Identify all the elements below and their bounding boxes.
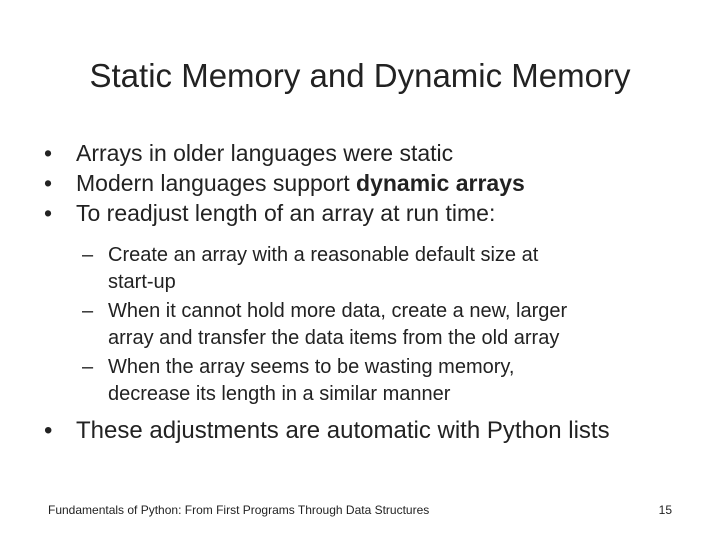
footer-text: Fundamentals of Python: From First Programs Through Data Structures bbox=[48, 503, 430, 517]
sub-bullet-text-continued: start-up bbox=[108, 271, 176, 293]
bullet-item bbox=[0, 416, 720, 446]
page-number: 15 bbox=[658, 503, 672, 517]
bullet-item bbox=[0, 138, 720, 168]
sub-bullet-marker: – bbox=[82, 356, 94, 378]
bullet-item bbox=[0, 168, 720, 198]
sub-bullet-item bbox=[0, 296, 688, 352]
bullet-text: Modern languages support bbox=[76, 170, 357, 196]
sub-bullet-marker: – bbox=[82, 300, 94, 322]
bullet-text: These adjustments are automatic with Python lists bbox=[76, 417, 610, 444]
sub-bullet-text-continued: array and transfer the data items from the old array bbox=[108, 327, 560, 349]
sub-bullet-item bbox=[0, 352, 688, 408]
sub-bullet-text-continued: decrease its length in a similar manner bbox=[108, 383, 451, 405]
bullet-list bbox=[0, 138, 720, 446]
sub-bullet-item bbox=[0, 240, 688, 296]
bullet-marker: • bbox=[44, 140, 53, 166]
sub-bullet-text: When the array seems to be wasting memory, bbox=[108, 356, 515, 378]
bullet-item bbox=[0, 198, 720, 228]
sub-bullet-text: Create an array with a reasonable default size at bbox=[108, 244, 539, 266]
bullet-marker: • bbox=[44, 200, 53, 226]
bullet-marker: • bbox=[44, 417, 53, 444]
slide-title: Static Memory and Dynamic Memory bbox=[89, 57, 631, 94]
sub-bullet-marker: – bbox=[82, 244, 94, 266]
sub-bullet-list bbox=[0, 240, 720, 408]
sub-bullet-text: When it cannot hold more data, create a new, larger bbox=[108, 300, 568, 322]
bullet-text: To readjust length of an array at run time: bbox=[76, 200, 496, 226]
bullet-marker: • bbox=[44, 170, 53, 196]
bullet-text: Arrays in older languages were static bbox=[76, 140, 454, 166]
bullet-bold-text: dynamic arrays bbox=[356, 170, 525, 196]
